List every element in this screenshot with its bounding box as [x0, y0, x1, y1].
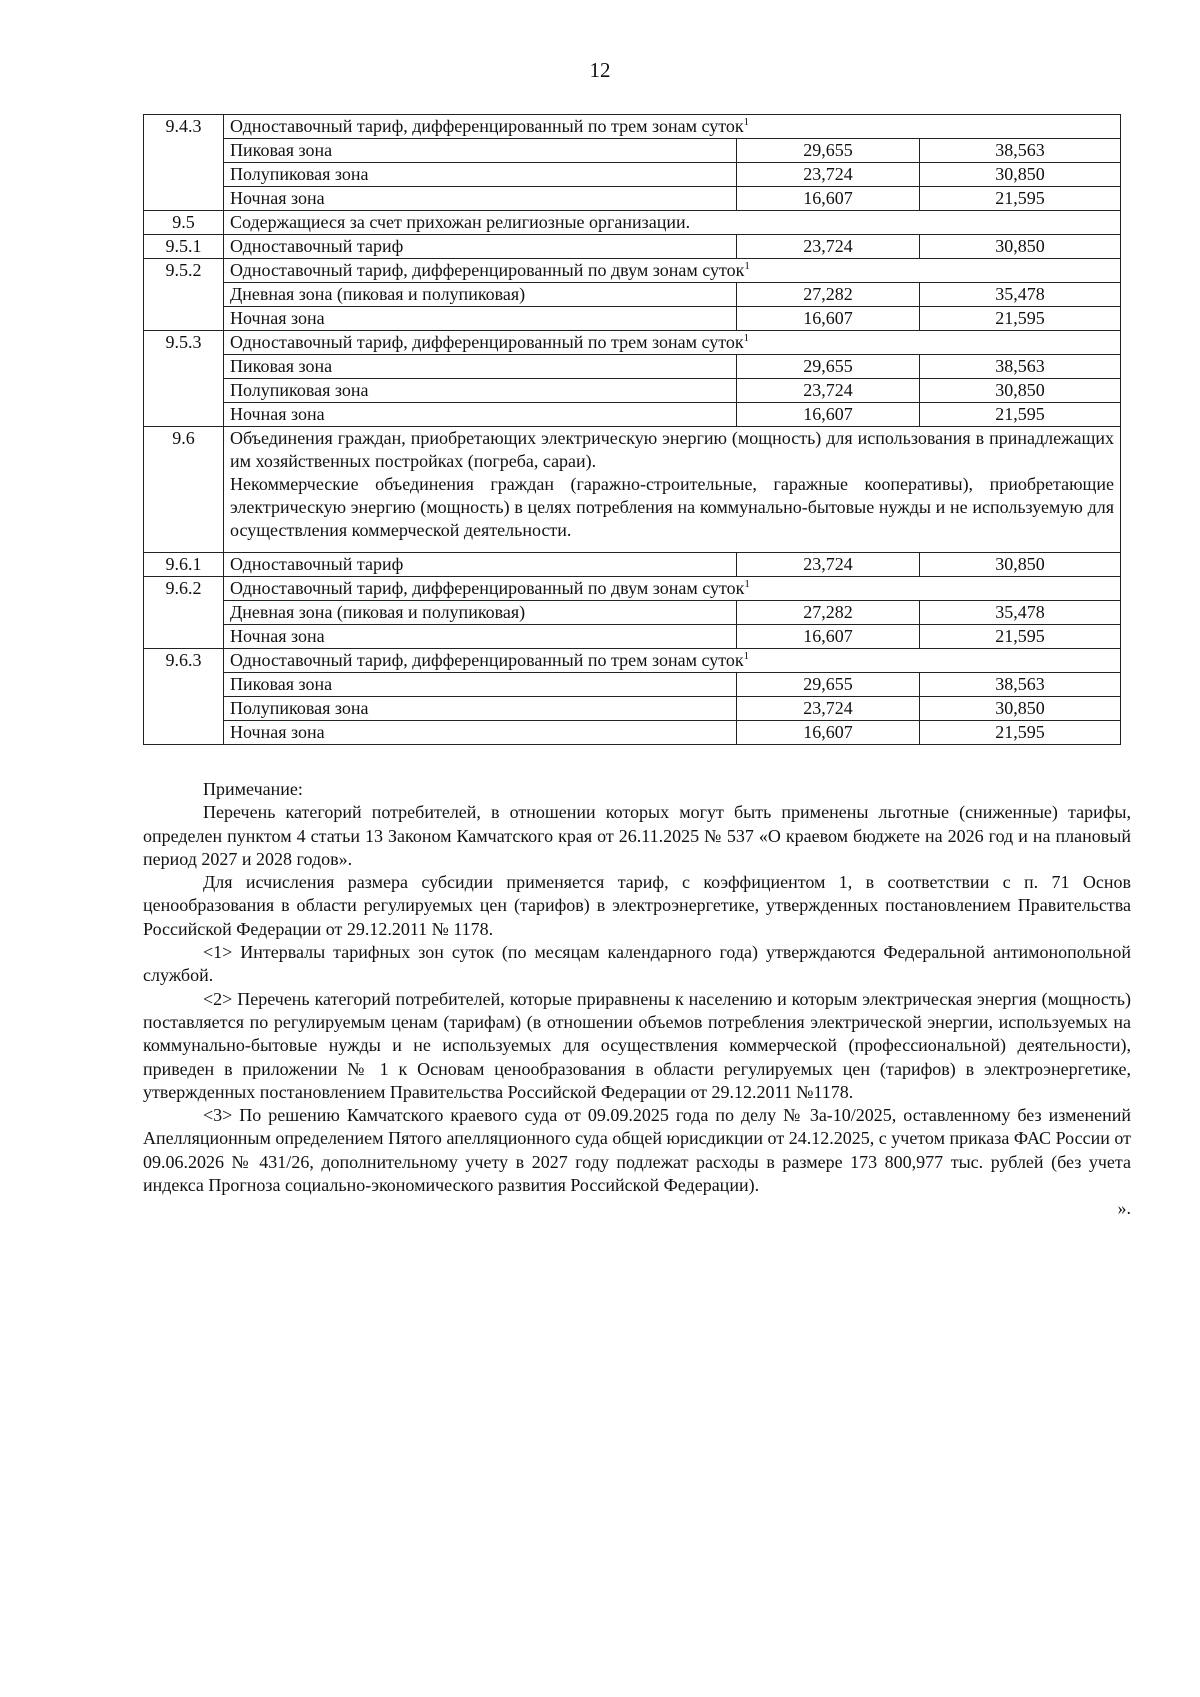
row-label — [224, 259, 1121, 283]
tariff-value-2: 30,850 — [920, 379, 1121, 403]
tariff-value-1: 27,282 — [737, 601, 920, 625]
row-label-text: Одноставочный тариф, дифференцированный по трем зонам суток — [230, 650, 744, 670]
table-row — [144, 697, 1121, 721]
row-number: 9.6.1 — [144, 553, 224, 577]
tariff-value-1: 29,655 — [737, 355, 920, 379]
category-paragraph: Некоммерческие объединения граждан (гаражно-строительные, гаражные кооперативы), приобретающие электрическую энергию (мощность) в целях потребления на коммунально-бытовые нужды и не используемую для осуществления коммерческой деятельности. — [230, 474, 1115, 540]
table-row — [144, 601, 1121, 625]
row-number: 9.6.2 — [144, 577, 224, 649]
table-row — [144, 673, 1121, 697]
tariff-value-1: 27,282 — [737, 283, 920, 307]
table-row — [144, 355, 1121, 379]
table-row — [144, 235, 1121, 259]
tariff-value-1: 29,655 — [737, 139, 920, 163]
zone-label: Дневная зона (пиковая и полупиковая) — [224, 601, 737, 625]
tariff-table — [143, 114, 1121, 745]
tariff-value-1: 23,724 — [737, 379, 920, 403]
row-label-text: Одноставочный тариф, дифференцированный по двум зонам суток — [230, 260, 745, 280]
note-paragraph-benefits: Перечень категорий потребителей, в отношении которых могут быть применены льготные (сниженные) тарифы, определен пунктом 4 статьи 13 Законом Камчатского края от 26.11.2025 № 537 «О краевом бюджете на 2026 год и на плановый период 2027 и 2028 годов». — [143, 802, 1131, 869]
tariff-value-2: 21,595 — [920, 307, 1121, 331]
zone-label: Ночная зона — [224, 187, 737, 211]
category-paragraph: Объединения граждан, приобретающих электрическую энергию (мощность) для использования в принадлежащих им хозяйственных постройках (погреба, сараи). — [230, 428, 1115, 471]
tariff-table-body — [144, 115, 1121, 745]
note-footnote-3: <3> По решению Камчатского краевого суда от 09.09.2025 года по делу № 3а-10/2025, оставленному без изменений Апелляционным определением Пятого апелляционного суда общей юрисдикции от 24.12.2025, с учетом приказа ФАС России от 09.06.2026 № 431/26, дополнительному учету в 2027 году подлежат расходы в размере 173 800,977 тыс. рублей (без учета индекса Прогноза социально-экономического развития Российской Федерации). — [143, 1105, 1131, 1196]
category-description — [224, 427, 1121, 553]
row-number: 9.5 — [144, 211, 224, 235]
tariff-value-1: 16,607 — [737, 625, 920, 649]
row-number: 9.4.3 — [144, 115, 224, 211]
tariff-value-1: 16,607 — [737, 403, 920, 427]
row-number: 9.5.2 — [144, 259, 224, 331]
table-row — [144, 403, 1121, 427]
notes-section — [143, 778, 1131, 1221]
zone-label: Полупиковая зона — [224, 163, 737, 187]
tariff-value-1: 23,724 — [737, 553, 920, 577]
tariff-value-1: 16,607 — [737, 187, 920, 211]
table-row — [144, 187, 1121, 211]
zone-label: Ночная зона — [224, 721, 737, 745]
tariff-value-2: 30,850 — [920, 163, 1121, 187]
tariff-value-1: 16,607 — [737, 307, 920, 331]
row-number: 9.6.3 — [144, 649, 224, 745]
zone-label: Ночная зона — [224, 625, 737, 649]
table-row — [144, 163, 1121, 187]
tariff-value-2: 35,478 — [920, 601, 1121, 625]
tariff-value-1: 23,724 — [737, 163, 920, 187]
table-row — [144, 211, 1121, 235]
tariff-value-2: 30,850 — [920, 553, 1121, 577]
table-row — [144, 307, 1121, 331]
table-row — [144, 625, 1121, 649]
zone-label: Ночная зона — [224, 307, 737, 331]
footnote-marker: 1 — [744, 578, 750, 590]
tariff-value-2: 21,595 — [920, 187, 1121, 211]
tariff-value-2: 21,595 — [920, 625, 1121, 649]
row-label: Одноставочный тариф — [224, 553, 737, 577]
table-row — [144, 331, 1121, 355]
zone-label: Дневная зона (пиковая и полупиковая) — [224, 283, 737, 307]
note-paragraph-subsidy: Для исчисления размера субсидии применяется тариф, с коэффициентом 1, в соответствии с п. 71 Основ ценообразования в области регулируемых цен (тарифов) в электроэнергетике, утвержденных постановлением Правительства Российской Федерации от 29.12.2011 № 1178. — [143, 872, 1131, 939]
tariff-value-2: 30,850 — [920, 697, 1121, 721]
zone-label: Пиковая зона — [224, 139, 737, 163]
tariff-value-2: 21,595 — [920, 403, 1121, 427]
table-row — [144, 427, 1121, 553]
row-label-text: Одноставочный тариф, дифференцированный по двум зонам суток — [230, 578, 745, 598]
closing-quote: ». — [1117, 1198, 1131, 1219]
notes-title: Примечание: — [203, 779, 303, 799]
row-number: 9.5.1 — [144, 235, 224, 259]
tariff-value-1: 23,724 — [737, 697, 920, 721]
footnote-marker: 1 — [743, 116, 750, 128]
zone-label: Полупиковая зона — [224, 697, 737, 721]
row-label — [224, 115, 1121, 139]
footnote-marker: 1 — [743, 332, 750, 344]
footnote-marker: 1 — [743, 650, 750, 662]
table-row — [144, 115, 1121, 139]
row-label-text: Одноставочный тариф, дифференцированный по трем зонам суток — [230, 332, 744, 352]
row-label — [224, 577, 1121, 601]
table-row — [144, 577, 1121, 601]
row-label-text: Одноставочный тариф, дифференцированный по трем зонам суток — [230, 116, 744, 136]
zone-label: Полупиковая зона — [224, 379, 737, 403]
tariff-value-2: 35,478 — [920, 283, 1121, 307]
row-number: 9.6 — [144, 427, 224, 553]
zone-label: Ночная зона — [224, 403, 737, 427]
page-number: 12 — [589, 58, 611, 82]
note-footnote-1: <1> Интервалы тарифных зон суток (по месяцам календарного года) утверждаются Федеральной антимонопольной службой. — [143, 942, 1131, 986]
row-number: 9.5.3 — [144, 331, 224, 427]
zone-label: Пиковая зона — [224, 673, 737, 697]
table-row — [144, 379, 1121, 403]
row-label — [224, 331, 1121, 355]
note-footnote-2: <2> Перечень категорий потребителей, которые приравнены к населению и которым электрическая энергия (мощность) поставляется по регулируемым ценам (тарифам) (в отношении объемов потребления электрической энергии, используемых на коммунально-бытовые нужды и не используемых для осуществления коммерческой (профессиональной) деятельности), приведен в приложении № 1 к Основам ценообразования в области регулируемых цен (тарифов) в электроэнергетике, утвержденных постановлением Правительства Российской Федерации от 29.12.2011 №1178. — [143, 988, 1131, 1102]
tariff-value-2: 21,595 — [920, 721, 1121, 745]
tariff-value-1: 23,724 — [737, 235, 920, 259]
table-row — [144, 553, 1121, 577]
footnote-marker: 1 — [744, 260, 750, 272]
category-label: Содержащиеся за счет прихожан религиозные организации. — [224, 211, 1121, 235]
table-row — [144, 283, 1121, 307]
tariff-value-1: 16,607 — [737, 721, 920, 745]
row-label: Одноставочный тариф — [224, 235, 737, 259]
tariff-value-2: 38,563 — [920, 139, 1121, 163]
tariff-value-2: 38,563 — [920, 355, 1121, 379]
table-row — [144, 139, 1121, 163]
table-row — [144, 259, 1121, 283]
tariff-value-2: 38,563 — [920, 673, 1121, 697]
table-row — [144, 649, 1121, 673]
tariff-value-1: 29,655 — [737, 673, 920, 697]
zone-label: Пиковая зона — [224, 355, 737, 379]
table-row — [144, 721, 1121, 745]
tariff-value-2: 30,850 — [920, 235, 1121, 259]
row-label — [224, 649, 1121, 673]
